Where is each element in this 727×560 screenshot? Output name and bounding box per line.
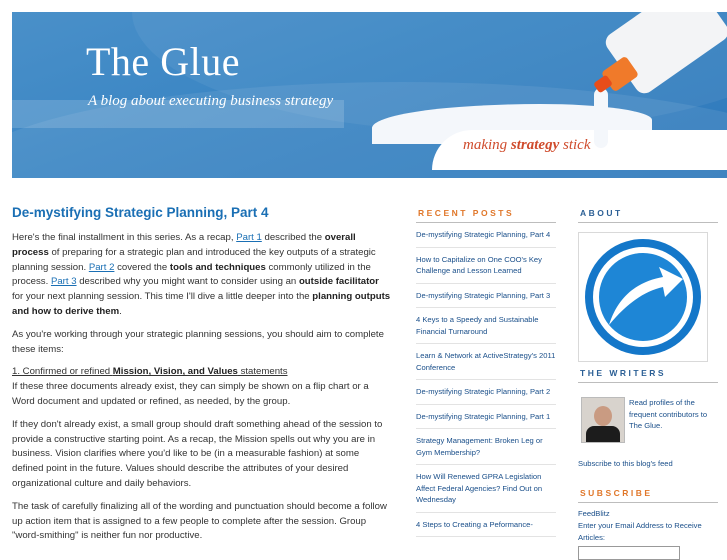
recent-post-link[interactable]: Strategy Management: Broken Leg or Gym Membership? [416, 429, 556, 465]
feedblitz-link[interactable]: FeedBlitz [578, 509, 610, 518]
writers-link[interactable]: Read profiles of the frequent contributors to The Glue. [629, 398, 708, 430]
post-paragraph: As you're working through your strategic planning sessions, you should aim to complete these items: [12, 328, 384, 355]
post-title[interactable]: De-mystifying Strategic Planning, Part 4 [12, 205, 269, 220]
writers-block [578, 397, 718, 445]
subscribe-block [578, 503, 718, 560]
post-text: statements [237, 366, 288, 378]
slogan-bold: strategy [510, 137, 560, 153]
post-text: If these three documents already exist, they can simply be shown on a flip chart or a Word document and updated or refined, as needed, by the group. [12, 381, 369, 407]
post-body [12, 231, 392, 552]
writers-heading: THE WRITERS [578, 368, 718, 383]
post-text: 1. Confirmed or refined [12, 366, 113, 378]
recent-post-link[interactable]: De-mystifying Strategic Planning, Part 3 [416, 284, 556, 309]
post-text: covered the [114, 261, 170, 273]
email-input[interactable] [578, 546, 680, 560]
arrow-logo-icon [579, 233, 707, 361]
site-tagline: A blog about executing business strategy [88, 93, 334, 109]
post-paragraph: The task of carefully finalizing all of the wording and punctuation should become a follow up action item that is assigned to a few people to complete after the session. Group "word-smithing" is neither fun nor productive. [12, 500, 387, 542]
avatar-face [594, 406, 612, 426]
post-paragraph [12, 231, 392, 320]
slogan-post: stick [559, 137, 591, 153]
writer-avatar[interactable] [581, 397, 625, 443]
post-text: of preparing for a strategic plan and introduced the key outputs of a strategic planning session. [12, 246, 376, 273]
recent-post-link[interactable]: 4 Keys to a Speedy and Sustainable Financial Turnaround [416, 308, 556, 344]
recent-posts-sidebar [416, 208, 556, 537]
site-title[interactable]: The Glue [86, 39, 240, 84]
recent-posts-heading: RECENT POSTS [416, 208, 556, 223]
post-text: for your next planning session. This time I'll dive a little deeper into the [12, 291, 313, 303]
recent-post-link[interactable]: De-mystifying Strategic Planning, Part 4 [416, 223, 556, 248]
part-3-link[interactable]: Part 3 [50, 276, 77, 288]
post-bold: overall process [12, 232, 356, 258]
recent-posts-list [416, 223, 556, 537]
site-slogan [463, 137, 591, 154]
part-2-link[interactable]: Part 2 [88, 261, 115, 273]
glue-drip [594, 88, 608, 148]
part-1-link[interactable]: Part 1 [236, 232, 262, 243]
post-bold: Mission, Vision, and Values [112, 366, 238, 378]
post-bold: planning outputs and how to derive them [12, 291, 391, 317]
post-bold: outside facilitator [298, 276, 379, 288]
post-paragraph: If they don't already exist, a small group should draft something ahead of the session to provide a constructive starting point. As a recap, the Mission spells out why you are in business. Vision clarifies where you'd like to be (in a measurable fashion) at some defined point in the future. Values should describe the attributes of your desired organizational culture and daily behaviors. [12, 418, 383, 489]
subscribe-heading: SUBSCRIBE [578, 488, 718, 503]
about-heading: ABOUT [578, 208, 718, 223]
slogan-pre: making [463, 137, 511, 153]
about-sidebar [578, 208, 718, 560]
avatar-suit [586, 426, 620, 443]
recent-post-link[interactable]: Learn & Network at ActiveStrategy's 2011 Conference [416, 344, 556, 380]
post-paragraph [12, 365, 392, 409]
recent-post-link[interactable]: 4 Steps to Creating a Peformance- [416, 513, 556, 538]
post-text: Here's the final installment in this series. As a recap, [12, 232, 237, 243]
post-text: . [119, 305, 122, 317]
post-text: described why you might want to consider using an [76, 276, 299, 288]
recent-post-link[interactable]: De-mystifying Strategic Planning, Part 2 [416, 380, 556, 405]
feed-link[interactable]: Subscribe to this blog's feed [578, 459, 673, 468]
recent-post-link[interactable]: De-mystifying Strategic Planning, Part 1 [416, 405, 556, 430]
post-text: commonly utilized in the process. [12, 261, 371, 288]
company-logo[interactable] [578, 232, 708, 362]
post-bold: tools and techniques [169, 261, 266, 273]
email-prompt: Enter your Email Address to Receive Articles: [578, 521, 702, 542]
post-text: described the [261, 232, 325, 243]
recent-post-link[interactable]: How Will Renewed GPRA Legislation Affect Federal Agencies? Find Out on Wednesday [416, 465, 556, 513]
item-heading [12, 366, 288, 377]
recent-post-link[interactable]: How to Capitalize on One COO's Key Challenge and Lesson Learned [416, 248, 556, 284]
